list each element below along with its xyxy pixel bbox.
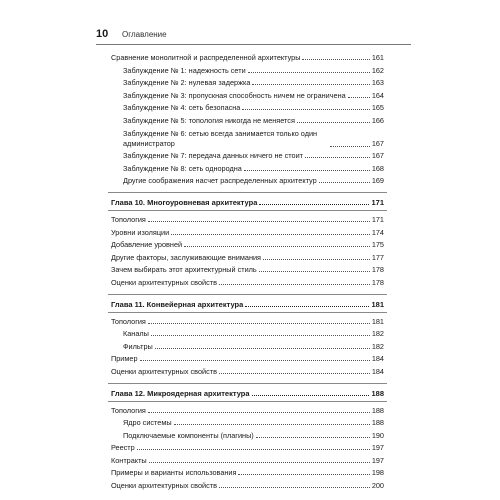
- toc-page-number: 171: [371, 215, 384, 224]
- toc-entry-label: Сравнение монолитной и распределенной архитектуры: [111, 53, 301, 62]
- toc-entry[interactable]: [111, 79, 384, 87]
- leader-dots: [330, 146, 370, 147]
- leader-dots: [245, 306, 369, 307]
- toc-entry-label: Топология: [111, 316, 146, 326]
- toc-entry-label: Примеры и варианты использования: [111, 468, 237, 477]
- toc-entry[interactable]: [111, 469, 384, 477]
- toc-entry[interactable]: [111, 279, 384, 287]
- toc-entry[interactable]: [111, 432, 384, 440]
- toc-page-number: 163: [371, 78, 384, 87]
- chapter-divider: [108, 210, 387, 211]
- leader-dots: [171, 234, 370, 235]
- toc-entry-label: Другие соображения насчет распределенных архитектур: [123, 176, 317, 185]
- toc-entry-label: Оценки архитектурных свойств: [111, 277, 217, 287]
- toc-entry-label: Заблуждение № 1: надежность сети: [123, 65, 246, 75]
- toc-entry[interactable]: [111, 330, 384, 338]
- leader-dots: [149, 462, 370, 463]
- toc-entry-label: Ядро системы: [123, 418, 172, 427]
- toc-entry[interactable]: [111, 165, 384, 173]
- toc-page-number: 177: [371, 252, 384, 262]
- leader-dots: [148, 221, 370, 222]
- leader-dots: [248, 72, 370, 73]
- toc-entry[interactable]: [111, 129, 384, 149]
- toc-page-number: 190: [371, 430, 384, 440]
- leader-dots: [348, 97, 370, 98]
- chapter-divider: [108, 383, 387, 384]
- toc-entry[interactable]: [111, 104, 384, 112]
- toc-page-number: 198: [371, 468, 384, 477]
- leader-dots: [263, 259, 370, 260]
- toc-page-number: 188: [371, 388, 384, 398]
- leader-dots: [297, 122, 370, 123]
- toc-page-number: 164: [371, 90, 384, 100]
- leader-dots: [302, 59, 369, 60]
- toc-entry[interactable]: [111, 266, 384, 274]
- leader-dots: [259, 204, 369, 205]
- toc-entry[interactable]: [111, 117, 384, 125]
- toc-page-number: 178: [371, 277, 384, 287]
- leader-dots: [148, 323, 370, 324]
- toc-entry[interactable]: [111, 241, 384, 249]
- toc-entry-label: Глава 11. Конвейерная архитектура: [111, 299, 244, 309]
- toc-entry[interactable]: [111, 54, 384, 62]
- toc-page-number: 167: [371, 139, 384, 148]
- leader-dots: [184, 246, 370, 247]
- toc-page-number: 184: [371, 366, 384, 376]
- toc-entry-label: Подключаемые компоненты (плагины): [123, 430, 254, 440]
- toc-entry[interactable]: [111, 152, 384, 160]
- toc-entry[interactable]: [111, 444, 384, 452]
- table-of-contents: [111, 54, 384, 494]
- toc-entry[interactable]: [111, 229, 384, 237]
- leader-dots: [252, 395, 370, 396]
- toc-entry[interactable]: [111, 457, 384, 465]
- toc-entry-label: Добавление уровней: [111, 240, 183, 249]
- toc-entry[interactable]: [111, 482, 384, 490]
- toc-page-number: 178: [371, 265, 384, 274]
- toc-entry-label: Глава 12. Микроядерная архитектура: [111, 388, 250, 398]
- toc-page-number: 184: [371, 354, 384, 363]
- leader-dots: [219, 487, 370, 488]
- toc-page-number: 161: [371, 53, 384, 62]
- toc-entry-label: Зачем выбирать этот архитектурный стиль: [111, 265, 257, 274]
- leader-dots: [155, 348, 370, 349]
- leader-dots: [148, 412, 370, 413]
- leader-dots: [259, 271, 370, 272]
- toc-entry[interactable]: [111, 368, 384, 376]
- leader-dots: [244, 170, 370, 171]
- toc-entry-label: Каналы: [123, 329, 149, 338]
- toc-entry-label: Другие факторы, заслуживающие внимания: [111, 252, 262, 262]
- leader-dots: [174, 424, 370, 425]
- toc-entry[interactable]: [111, 355, 384, 363]
- toc-page-number: 167: [371, 151, 384, 160]
- toc-page-number: 169: [371, 176, 384, 185]
- leader-dots: [219, 373, 370, 374]
- toc-entry-label: Заблуждение № 4: сеть безопасна: [123, 103, 241, 112]
- page-header: [96, 28, 411, 41]
- page-number: 10: [96, 28, 109, 40]
- toc-page-number: 181: [371, 299, 384, 309]
- leader-dots: [256, 437, 370, 438]
- leader-dots: [242, 109, 369, 110]
- leader-dots: [238, 474, 369, 475]
- toc-entry[interactable]: [111, 254, 384, 262]
- chapter-divider: [108, 192, 387, 193]
- toc-page-number: 166: [371, 115, 384, 125]
- toc-page-number: 188: [371, 418, 384, 427]
- running-title: Оглавление: [122, 30, 167, 39]
- toc-page-number: 171: [371, 198, 384, 207]
- toc-entry-label: Фильтры: [123, 341, 153, 351]
- toc-entry-label: Заблуждение № 5: топология никогда не меняется: [123, 115, 295, 125]
- leader-dots: [252, 84, 369, 85]
- toc-entry-label: Контракты: [111, 455, 147, 465]
- toc-entry-label: Глава 10. Многоуровневая архитектура: [111, 198, 258, 207]
- toc-entry-label: Топология: [111, 405, 146, 415]
- toc-page-number: 165: [371, 103, 384, 112]
- toc-entry[interactable]: [111, 92, 384, 100]
- toc-page-number: 168: [371, 163, 384, 173]
- toc-chapter-entry[interactable]: [111, 301, 384, 309]
- toc-entry[interactable]: [111, 216, 384, 224]
- toc-page-number: 162: [371, 65, 384, 75]
- toc-entry-label: Заблуждение № 6: сетью всегда занимается только один администратор: [123, 129, 318, 148]
- leader-dots: [219, 284, 370, 285]
- toc-entry-label: Пример: [111, 354, 138, 363]
- toc-entry[interactable]: [111, 407, 384, 415]
- leader-dots: [151, 335, 370, 336]
- toc-page-number: 197: [371, 443, 384, 452]
- chapter-divider: [108, 312, 387, 313]
- toc-entry[interactable]: [111, 419, 384, 427]
- toc-page-number: 175: [371, 240, 384, 249]
- toc-page-number: 182: [371, 329, 384, 338]
- toc-page-number: 197: [371, 455, 384, 465]
- toc-page-number: 181: [371, 316, 384, 326]
- toc-entry[interactable]: [111, 343, 384, 351]
- toc-entry-label: Оценки архитектурных свойств: [111, 480, 217, 490]
- toc-entry[interactable]: [111, 318, 384, 326]
- toc-entry-label: Топология: [111, 215, 146, 224]
- toc-entry[interactable]: [111, 67, 384, 75]
- toc-entry[interactable]: [111, 177, 384, 185]
- toc-entry-label: Оценки архитектурных свойств: [111, 366, 217, 376]
- toc-entry-label: Заблуждение № 8: сеть однородна: [123, 163, 242, 173]
- toc-chapter-entry[interactable]: [111, 390, 384, 398]
- leader-dots: [319, 182, 370, 183]
- toc-entry-label: Заблуждение № 7: передача данных ничего не стоит: [123, 151, 304, 160]
- toc-entry-label: Заблуждение № 3: пропускная способность ничем не ограничена: [123, 90, 346, 100]
- toc-entry-label: Уровни изоляции: [111, 227, 170, 237]
- toc-page-number: 188: [371, 405, 384, 415]
- toc-page-number: 182: [371, 341, 384, 351]
- toc-entry-label: Заблуждение № 2: нулевая задержка: [123, 78, 251, 87]
- leader-dots: [305, 157, 370, 158]
- toc-page-number: 200: [371, 480, 384, 490]
- chapter-divider: [108, 294, 387, 295]
- header-rule: [96, 44, 411, 45]
- leader-dots: [137, 449, 370, 450]
- toc-entry-label: Реестр: [111, 443, 135, 452]
- toc-page-number: 174: [371, 227, 384, 237]
- leader-dots: [140, 360, 370, 361]
- toc-chapter-entry[interactable]: [111, 199, 384, 207]
- chapter-divider: [108, 401, 387, 402]
